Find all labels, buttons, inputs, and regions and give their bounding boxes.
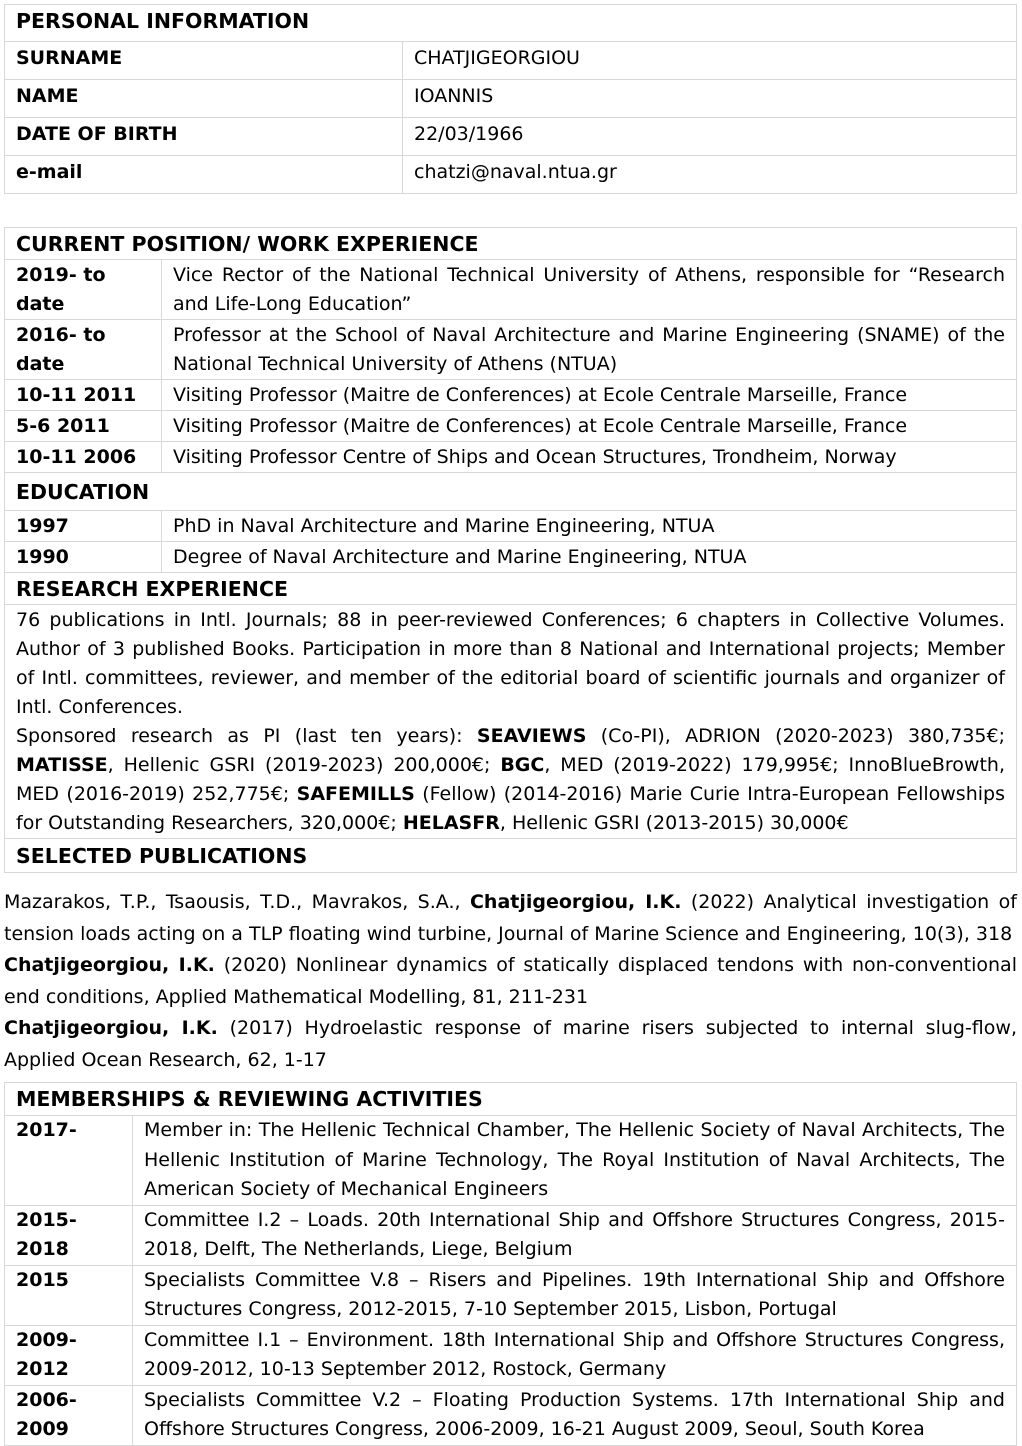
membership-text: Committee I.1 – Environment. 18th International Ship and Offshore Structures Congress, 2009-2012, 10-13 September 2012, Rostock, Germany — [133, 1325, 1017, 1385]
table-row — [5, 118, 1017, 156]
membership-text: Specialists Committee V.8 – Risers and Pipelines. 19th International Ship and Offshore Structures Congress, 2012-2015, 7-10 September 2015, Lisbon, Portugal — [133, 1265, 1017, 1325]
position-date: 10-11 2011 — [5, 380, 162, 411]
project-name: SAFEMILLS — [296, 783, 415, 805]
table-row — [5, 156, 1017, 194]
personal-info-heading: PERSONAL INFORMATION — [5, 5, 1017, 42]
surname-value: CHATJIGEORGIOU — [403, 42, 1017, 80]
membership-date: 2015-2018 — [5, 1205, 133, 1265]
table-row — [5, 80, 1017, 118]
position-date: 2016- to date — [5, 320, 162, 380]
dob-value: 22/03/1966 — [403, 118, 1017, 156]
position-date: 2019- to date — [5, 260, 162, 320]
position-text: Visiting Professor (Maitre de Conferences) at Ecole Centrale Marseille, France — [162, 380, 1017, 411]
table-row — [5, 320, 1017, 380]
table-row — [5, 1325, 1017, 1385]
position-date: 10-11 2006 — [5, 442, 162, 473]
surname-label: SURNAME — [5, 42, 403, 80]
memberships-table — [4, 1082, 1017, 1446]
position-text: Vice Rector of the National Technical University of Athens, responsible for “Research and Life-Long Education” — [162, 260, 1017, 320]
table-row — [5, 260, 1017, 320]
education-text: PhD in Naval Architecture and Marine Engineering, NTUA — [162, 511, 1017, 542]
membership-text: Committee I.2 – Loads. 20th International Ship and Offshore Structures Congress, 2015-2018, Delft, The Netherlands, Liege, Belgium — [133, 1205, 1017, 1265]
project-name: MATISSE — [16, 754, 108, 776]
position-text: Visiting Professor (Maitre de Conferences) at Ecole Centrale Marseille, France — [162, 411, 1017, 442]
project-name: BGC — [500, 754, 545, 776]
list-item: Mazarakos, T.P., Tsaousis, T.D., Mavrakos, S.A., Chatjigeorgiou, I.K. (2022) Analytical investigation of tension loads acting on a TLP floating wind turbine, Journal of Marine Science and Engineering, 10(3), 318 — [4, 891, 1017, 945]
membership-date: 2009-2012 — [5, 1325, 133, 1385]
education-heading: EDUCATION — [5, 473, 1017, 511]
education-date: 1990 — [5, 542, 162, 573]
project-name: HELASFR — [402, 812, 500, 834]
research-summary: 76 publications in Intl. Journals; 88 in peer-reviewed Conferences; 6 chapters in Collective Volumes. Author of 3 published Books. Participation in more than 8 National and International projects; Member of Intl. committees, reviewer, and member of the editorial board of scientific journals and organizer of Intl. Conferences. — [16, 609, 1005, 718]
personal-info-table — [4, 4, 1017, 194]
table-row — [5, 1116, 1017, 1206]
table-row — [5, 442, 1017, 473]
table-row — [5, 411, 1017, 442]
table-row — [5, 1265, 1017, 1325]
position-text: Professor at the School of Naval Architecture and Marine Engineering (SNAME) of the National Technical University of Athens (NTUA) — [162, 320, 1017, 380]
position-date: 5-6 2011 — [5, 411, 162, 442]
sponsored-research: Sponsored research as PI (last ten years): SEAVIEWS (Co-PI), ADRION (2020-2023) 380,735€; MATISSE, Hellenic GSRI (2019-2023) 200,000€; BGC, MED (2019-2022) 179,995€; InnoBlueBrowth, MED (2016-2019) 252,775€; SAFEMILLS (Fellow) (2014-2016) Marie Curie Intra-European Fellowships for Outstanding Researchers, 320,000€; HELASFR, Hellenic GSRI (2013-2015) 30,000€ — [16, 725, 1005, 834]
table-row — [5, 380, 1017, 411]
publications-heading: SELECTED PUBLICATIONS — [5, 839, 1017, 873]
table-row — [5, 1385, 1017, 1445]
project-name: SEAVIEWS — [476, 725, 587, 747]
table-row — [5, 511, 1017, 542]
table-row — [5, 1205, 1017, 1265]
publications-list — [4, 887, 1017, 1076]
list-item: Chatjigeorgiou, I.K. (2017) Hydroelastic response of marine risers subjected to internal slug-flow, Applied Ocean Research, 62, 1-17 — [4, 1017, 1017, 1071]
membership-text: Specialists Committee V.2 – Floating Production Systems. 17th International Ship and Offshore Structures Congress, 2006-2009, 16-21 August 2009, Seoul, South Korea — [133, 1385, 1017, 1445]
memberships-heading: MEMBERSHIPS & REVIEWING ACTIVITIES — [5, 1083, 1017, 1116]
list-item: Chatjigeorgiou, I.K. (2020) Nonlinear dynamics of statically displaced tendons with non-conventional end conditions, Applied Mathematical Modelling, 81, 211-231 — [4, 954, 1017, 1008]
membership-text: Member in: The Hellenic Technical Chamber, The Hellenic Society of Naval Architects, The Hellenic Institution of Marine Technology, The Royal Institution of Naval Architects, The American Society of Mechanical Engineers — [133, 1116, 1017, 1206]
name-value: IOANNIS — [403, 80, 1017, 118]
education-text: Degree of Naval Architecture and Marine Engineering, NTUA — [162, 542, 1017, 573]
current-position-heading: CURRENT POSITION/ WORK EXPERIENCE — [5, 228, 1017, 260]
current-position-table — [4, 227, 1017, 873]
table-row — [5, 542, 1017, 573]
name-label: NAME — [5, 80, 403, 118]
position-text: Visiting Professor Centre of Ships and Ocean Structures, Trondheim, Norway — [162, 442, 1017, 473]
education-date: 1997 — [5, 511, 162, 542]
membership-date: 2017- — [5, 1116, 133, 1206]
email-label: e-mail — [5, 156, 403, 194]
membership-date: 2015 — [5, 1265, 133, 1325]
research-body — [5, 605, 1017, 839]
dob-label: DATE OF BIRTH — [5, 118, 403, 156]
email-value[interactable]: chatzi@naval.ntua.gr — [403, 156, 1017, 194]
membership-date: 2006-2009 — [5, 1385, 133, 1445]
research-heading: RESEARCH EXPERIENCE — [5, 573, 1017, 605]
table-row — [5, 42, 1017, 80]
